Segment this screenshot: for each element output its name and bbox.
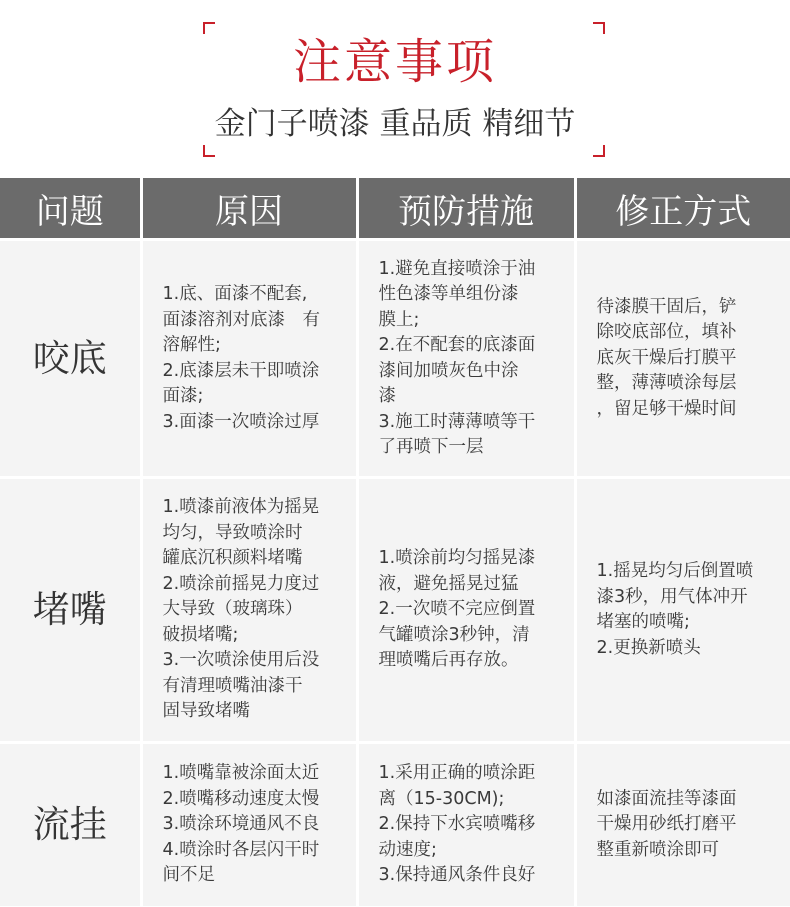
fix-line: 整，薄薄喷涂每层 [596, 373, 737, 394]
cause-line: 3.面漆一次喷涂过厚 [162, 411, 320, 432]
cause-line: 1.喷嘴靠被涂面太近 [162, 763, 320, 783]
corner-bracket-bottom-left [203, 145, 215, 157]
prevention-line: 漆间加喷灰色中涂 [378, 360, 519, 381]
cause-line: 1.喷漆前液体为摇晃 [162, 497, 320, 518]
fix-line: 待漆膜干固后，铲 [596, 296, 737, 317]
corner-bracket-bottom-right [593, 145, 605, 157]
fix-line: 干燥用砂纸打磨平 [596, 814, 737, 834]
column-header-issue: 问题 [0, 178, 141, 240]
page-subtitle: 金门子喷漆 重品质 精细节 [214, 106, 576, 142]
prevention-line: 1.喷涂前均匀摇晃漆 [378, 548, 536, 569]
cause-cell [141, 240, 357, 478]
column-header-fix: 修正方式 [575, 178, 790, 240]
fix-cell [575, 743, 790, 906]
prevention-line: 1.避免直接喷涂于油 [378, 258, 536, 279]
cause-line: 1.底、面漆不配套, [162, 284, 308, 304]
cause-line: 固导致堵嘴 [162, 701, 250, 722]
fix-line: 整重新喷涂即可 [596, 839, 719, 860]
cause-line: 面漆; [162, 386, 204, 406]
cause-line: 3.喷涂环境通风不良 [162, 814, 320, 834]
prevention-line: 膜上; [378, 309, 420, 330]
prevention-cell [357, 743, 575, 906]
fix-cell [575, 478, 790, 743]
cause-line: 3.一次喷涂使用后没 [162, 650, 320, 671]
column-header-prevention: 预防措施 [357, 178, 575, 240]
fix-line: 漆3秒，用气体冲开 [596, 586, 748, 607]
table-header-row [0, 178, 790, 240]
table-row [0, 743, 790, 906]
prevention-line: 2.保持下水宾喷嘴移 [378, 814, 536, 834]
table-row [0, 240, 790, 478]
prevention-line: 2.在不配套的底漆面 [378, 335, 536, 355]
cause-line: 有清理喷嘴油漆干 [162, 675, 303, 696]
issue-cell: 流挂 [0, 743, 141, 906]
fix-line: 如漆面流挂等漆面 [596, 788, 737, 809]
cause-line: 罐底沉积颜料堵嘴 [162, 548, 303, 569]
prevention-line: 了再喷下一层 [378, 437, 484, 457]
cause-cell [141, 743, 357, 906]
cause-line: 2.喷涂前摇晃力度过 [162, 573, 320, 594]
fix-line: 1.摇晃均匀后倒置喷 [596, 561, 754, 581]
issue-cell: 咬底 [0, 240, 141, 478]
prevention-line: 液，避免摇晃过猛 [378, 573, 519, 594]
fix-line: 底灰干燥后打膜平 [596, 347, 737, 368]
prevention-cell [357, 478, 575, 743]
fix-line: ，留足够干燥时间 [596, 398, 737, 419]
cause-line: 2.底漆层未干即喷涂 [162, 360, 320, 381]
prevention-line: 3.施工时薄薄喷等干 [378, 411, 536, 432]
fix-line: 堵塞的喷嘴; [596, 612, 690, 632]
prevention-line: 漆 [378, 386, 396, 406]
cause-line: 均匀，导致喷涂时 [162, 522, 303, 543]
page-title: 注意事项 [292, 34, 497, 90]
cause-line: 面漆溶剂对底漆 有 [162, 309, 320, 330]
cause-line: 大导致（玻璃珠） [162, 599, 303, 620]
cause-line: 4.喷涂时各层闪干时 [162, 839, 320, 860]
fix-line: 2.更换新喷头 [596, 637, 701, 658]
prevention-cell [357, 240, 575, 478]
prevention-line: 气罐喷涂3秒钟，清 [378, 624, 530, 645]
issue-cell: 堵嘴 [0, 478, 141, 743]
cause-cell [141, 478, 357, 743]
prevention-line: 3.保持通风条件良好 [378, 865, 536, 885]
prevention-line: 2.一次喷不完应倒置 [378, 599, 536, 620]
prevention-line: 理喷嘴后再存放。 [378, 650, 519, 671]
title-banner [0, 0, 790, 173]
prevention-line: 动速度; [378, 839, 437, 860]
notes-table [0, 178, 790, 906]
column-header-cause: 原因 [141, 178, 357, 240]
cause-line: 2.喷嘴移动速度太慢 [162, 788, 320, 809]
cause-line: 溶解性; [162, 335, 221, 355]
fix-cell [575, 240, 790, 478]
prevention-line: 1.采用正确的喷涂距 [378, 763, 536, 783]
prevention-line: 离（15-30CM); [378, 788, 505, 809]
table-row [0, 478, 790, 743]
prevention-line: 性色漆等单组份漆 [378, 284, 519, 304]
fix-line: 除咬底部位，填补 [596, 322, 737, 343]
cause-line: 破损堵嘴; [162, 624, 239, 645]
cause-line: 间不足 [162, 865, 215, 885]
